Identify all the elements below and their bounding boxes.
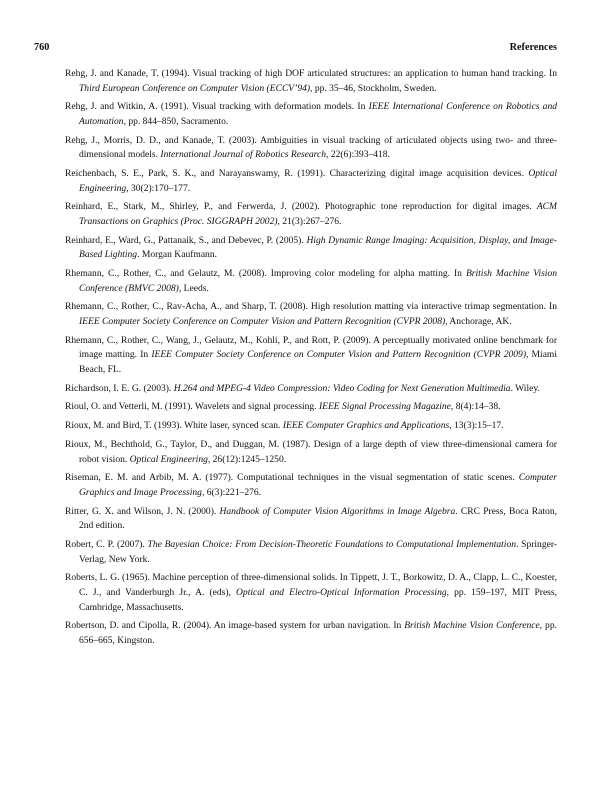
reference-venue: Optical Engineering bbox=[79, 168, 557, 194]
reference-details: , 30(2):170–177. bbox=[126, 182, 191, 194]
reference-details: , 8(4):14–38. bbox=[450, 401, 501, 413]
reference-entry bbox=[65, 267, 557, 296]
reference-entry bbox=[65, 471, 557, 500]
running-head bbox=[34, 41, 557, 55]
reference-entry bbox=[65, 571, 557, 615]
reference-venue: High Dynamic Range Imaging: Acquisition, Display, and Image-Based Lighting bbox=[79, 234, 557, 261]
reference-text: Rehg, J. and Kanade, T. (1994). Visual tracking of high DOF articulated structures: an application to human hand tracking. In bbox=[65, 68, 557, 79]
reference-entry bbox=[65, 619, 557, 648]
reference-details: . Morgan Kaufmann. bbox=[137, 249, 217, 261]
reference-venue: IEEE Signal Processing Magazine bbox=[318, 401, 451, 413]
reference-details: , 26(12):1245–1250. bbox=[207, 453, 287, 465]
reference-text: Roberts, L. G. (1965). Machine perception of three-dimensional solids. In Tippett, J. T., Borkowitz, D. A., Clapp, L. C., Koester, C. J., and Vanderburgh Jr., A. (eds), bbox=[65, 572, 557, 598]
reference-text: Rehg, J., Morris, D. D., and Kanade, T. (2003). Ambiguities in visual tracking of articulated objects using two- and three-dimensional models. bbox=[65, 134, 557, 161]
reference-details: . Springer-Verlag, New York. bbox=[79, 539, 557, 565]
reference-details: , Leeds. bbox=[178, 282, 209, 294]
reference-text: Rioux, M. and Bird, T. (1993). White laser, synced scan. bbox=[65, 420, 283, 432]
reference-text: Rhemann, C., Rother, C., Rav-Acha, A., and Sharp, T. (2008). High resolution matting via interactive trimap segmentation. In bbox=[65, 301, 557, 313]
reference-venue: The Bayesian Choice: From Decision-Theoretic Foundations to Computational Implementation bbox=[147, 539, 517, 551]
reference-text: Rioux, M., Bechthold, G., Taylor, D., and Duggan, M. (1987). Design of a large depth of view three-dimensional camera for robot vision. bbox=[65, 439, 557, 465]
reference-entry bbox=[65, 200, 557, 229]
reference-venue: IEEE International Conference on Robotics and Automation bbox=[79, 101, 558, 127]
reference-entry bbox=[65, 234, 557, 263]
reference-text: Richardson, I. E. G. (2003). bbox=[65, 382, 174, 394]
reference-text: Rhemann, C., Rother, C., Wang, J., Gelautz, M., Kohli, P., and Rott, P. (2009). A perceptually motivated online benchmark for image matting. In bbox=[65, 334, 557, 361]
reference-venue: International Journal of Robotics Research bbox=[160, 149, 327, 161]
reference-entry bbox=[65, 505, 557, 534]
reference-text: Ritter, G. X. and Wilson, J. N. (2000). bbox=[65, 505, 220, 517]
reference-details: , 13(3):15–17. bbox=[449, 420, 504, 432]
reference-details: . Wiley. bbox=[510, 382, 540, 394]
reference-text: Robert, C. P. (2007). bbox=[65, 539, 148, 551]
reference-details: , pp. 159–197, MIT Press, Cambridge, Massachusetts. bbox=[79, 586, 557, 613]
reference-entry bbox=[65, 167, 557, 196]
reference-details: , Miami Beach, FL. bbox=[79, 349, 558, 375]
reference-venue: British Machine Vision Conference (BMVC 2008) bbox=[79, 268, 557, 294]
reference-entry bbox=[65, 419, 557, 434]
reference-entry bbox=[65, 300, 557, 329]
reference-details: , 21(3):267–276. bbox=[277, 215, 342, 227]
reference-text: Riseman, E. M. and Arbib, M. A. (1977). Computational techniques in the visual segmentation of static scenes. bbox=[65, 472, 519, 484]
reference-text: Reinhard, E., Stark, M., Shirley, P., and Ferwerda, J. (2002). Photographic tone reproduction for digital images. bbox=[65, 201, 537, 213]
reference-venue: IEEE Computer Society Conference on Computer Vision and Pattern Recognition (CVPR 2009) bbox=[151, 349, 526, 361]
reference-entry bbox=[65, 438, 557, 467]
reference-text: Reinhard, E., Ward, G., Pattanaik, S., and Debevec, P. (2005). bbox=[65, 234, 307, 246]
reference-venue: British Machine Vision Conference bbox=[404, 620, 540, 632]
reference-text: Rhemann, C., Rother, C., and Gelautz, M. (2008). Improving color modeling for alpha matting. In bbox=[65, 268, 466, 280]
reference-text: Rehg, J. and Witkin, A. (1991). Visual tracking with deformation models. In bbox=[65, 101, 369, 113]
section-title: References bbox=[509, 42, 557, 53]
reference-venue: IEEE Computer Society Conference on Computer Vision and Pattern Recognition (CVPR 2008) bbox=[79, 315, 446, 327]
reference-venue: Handbook of Computer Vision Algorithms in Image Algebra bbox=[219, 505, 456, 517]
reference-venue: Optical Engineering bbox=[129, 453, 208, 465]
reference-venue: Third European Conference on Computer Vision (ECCV’94) bbox=[79, 82, 311, 94]
reference-venue: H.264 and MPEG-4 Video Compression: Video Coding for Next Generation Multimedia bbox=[173, 382, 511, 394]
reference-entry bbox=[65, 100, 557, 129]
reference-venue: Optical and Electro-Optical Information Processing bbox=[236, 586, 447, 598]
reference-details: , 6(3):221–276. bbox=[201, 486, 262, 498]
reference-list bbox=[65, 67, 557, 653]
reference-details: , pp. 844–850, Sacramento. bbox=[123, 115, 229, 127]
reference-entry bbox=[65, 382, 557, 397]
reference-details: , pp. 656–665, Kingston. bbox=[79, 620, 557, 646]
reference-details: , 22(6):393–418. bbox=[326, 149, 390, 161]
reference-details: , Anchorage, AK. bbox=[445, 315, 512, 327]
reference-entry bbox=[65, 334, 557, 378]
reference-entry bbox=[65, 400, 557, 415]
reference-entry bbox=[65, 134, 557, 163]
page-number: 760 bbox=[34, 42, 50, 53]
reference-text: Rioul, O. and Vetterli, M. (1991). Wavelets and signal processing. bbox=[65, 401, 319, 413]
reference-entry bbox=[65, 67, 557, 96]
reference-entry bbox=[65, 538, 557, 567]
reference-text: Robertson, D. and Cipolla, R. (2004). An image-based system for urban navigation. In bbox=[65, 620, 405, 632]
reference-details: . CRC Press, Boca Raton, 2nd edition. bbox=[79, 505, 557, 532]
reference-venue: Computer Graphics and Image Processing bbox=[79, 472, 557, 498]
reference-venue: ACM Transactions on Graphics (Proc. SIGGRAPH 2002) bbox=[79, 201, 557, 227]
reference-venue: IEEE Computer Graphics and Applications bbox=[282, 420, 450, 432]
reference-details: , pp. 35–46, Stockholm, Sweden. bbox=[310, 82, 437, 94]
reference-text: Reichenbach, S. E., Park, S. K., and Narayanswamy, R. (1991). Characterizing digital image acquisition devices. bbox=[65, 168, 529, 180]
